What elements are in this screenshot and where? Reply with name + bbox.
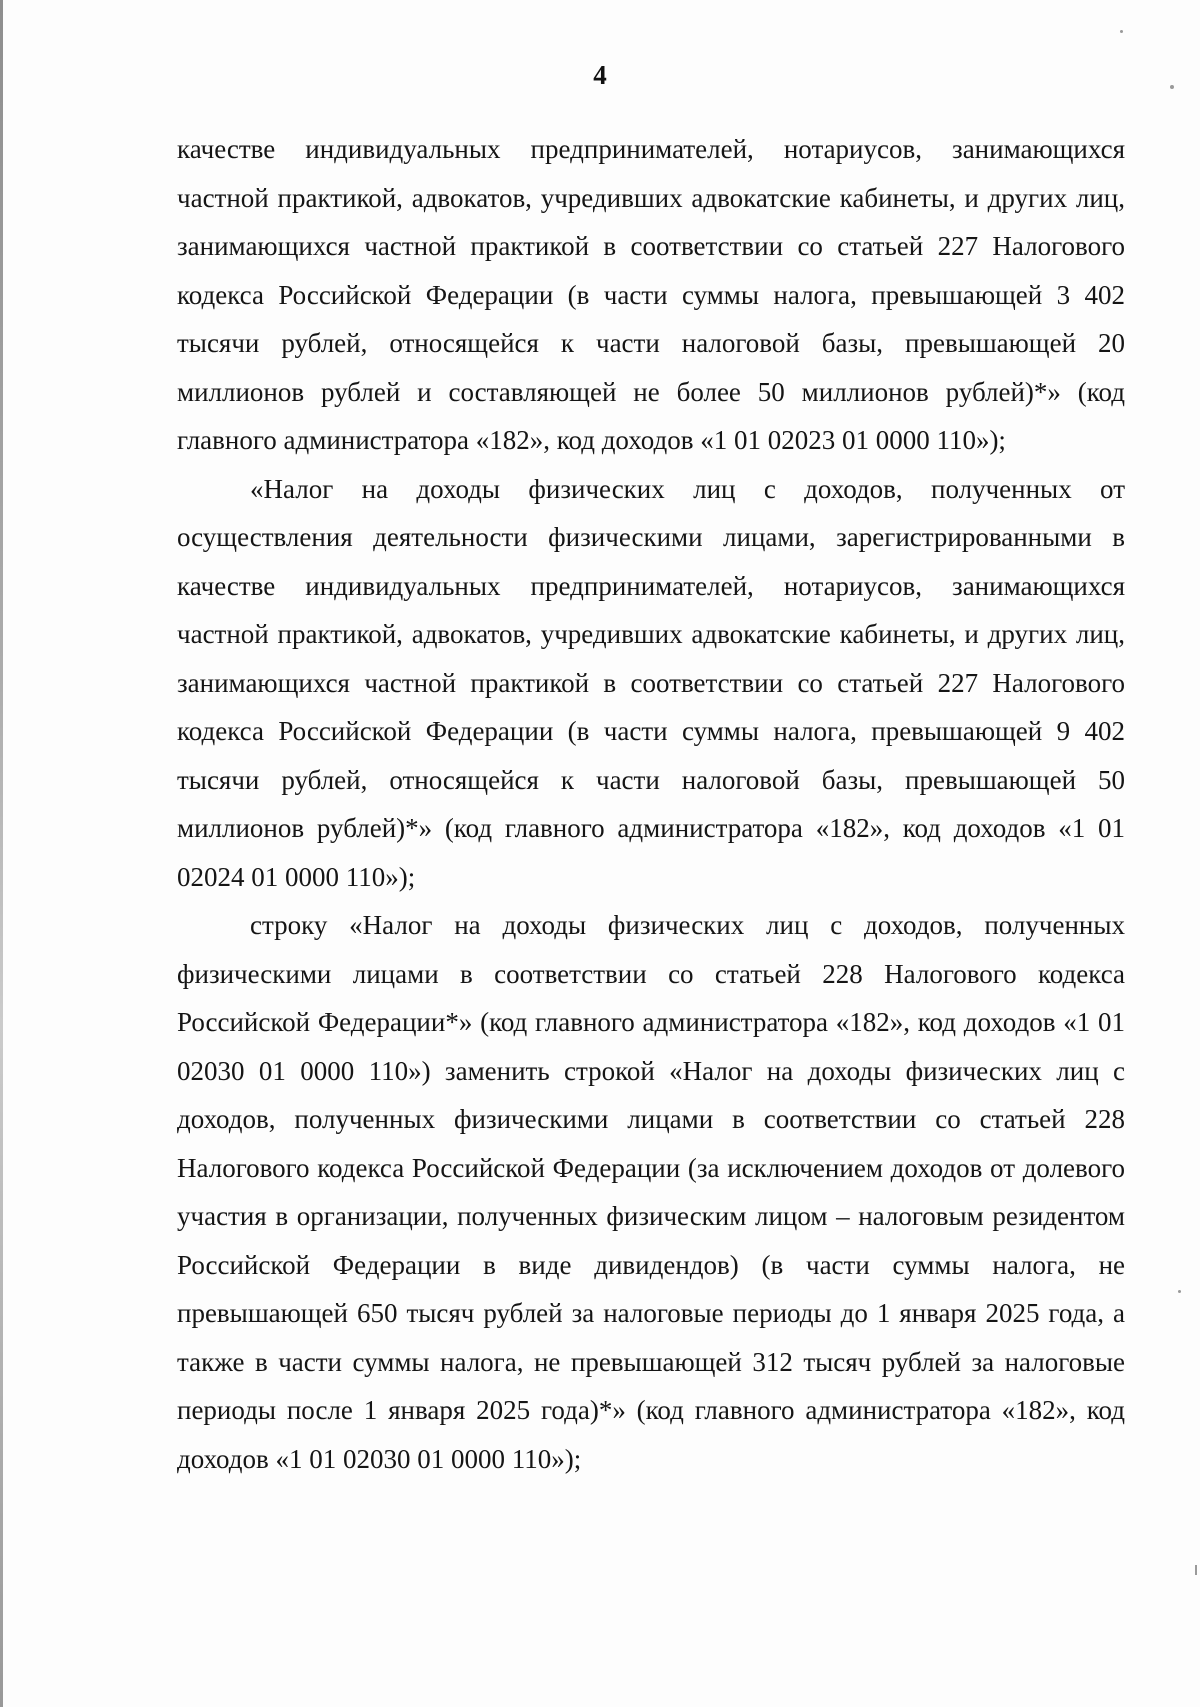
scan-speck bbox=[1195, 1565, 1197, 1575]
paragraph-2: «Налог на доходы физических лиц с доходов, полученных от осуществления деятельности физическими лицами, зарегистрированными в качестве индивидуальных предпринимателей, нотариусов, занимающихся частной практикой, адвокатов, учредивших адвокатские кабинеты, и других лиц, занимающихся частной практикой в соответствии со статьей 227 Налогового кодекса Российской Федерации (в части суммы налога, превышающей 9 402 тысячи рублей, относящейся к части налоговой базы, превышающей 50 миллионов рублей)*» (код главного администратора «182», код доходов «1 01 02024 01 0000 110»); bbox=[177, 473, 1125, 892]
scan-left-edge bbox=[0, 0, 3, 1707]
scan-speck bbox=[1178, 1290, 1181, 1293]
page-number: 4 bbox=[593, 60, 607, 90]
paragraph-1: качестве индивидуальных предпринимателей, нотариусов, занимающихся частной практикой, адвокатов, учредивших адвокатские кабинеты, и других лиц, занимающихся частной практикой в соответствии со статьей 227 Налогового кодекса Российской Федерации (в части суммы налога, превышающей 3 402 тысячи рублей, относящейся к части налоговой базы, превышающей 20 миллионов рублей и составляющей не более 50 миллионов рублей)*» (код главного администратора «182», код доходов «1 01 02023 01 0000 110»); bbox=[177, 134, 1125, 455]
scan-speck bbox=[1120, 30, 1123, 33]
paragraph-3: строку «Налог на доходы физических лиц с доходов, полученных физическими лицами в соответствии со статьей 228 Налогового кодекса Российской Федерации*» (код главного администратора «182», код доходов «1 01 02030 01 0000 110») заменить строкой «Налог на доходы физических лиц с доходов, полученных физическими лицами в соответствии со статьей 228 Налогового кодекса Российской Федерации (за исключением доходов от долевого участия в организации, полученных физическим лицом – налоговым резидентом Российской Федерации в виде дивидендов) (в части суммы налога, не превышающей 650 тысяч рублей за налоговые периоды до 1 января 2025 года, а также в части суммы налога, не превышающей 312 тысяч рублей за налоговые периоды после 1 января 2025 года)*» (код главного администратора «182», код доходов «1 01 02030 01 0000 110»); bbox=[177, 910, 1125, 1474]
document-body bbox=[177, 125, 1125, 1483]
scan-speck bbox=[1170, 85, 1174, 89]
